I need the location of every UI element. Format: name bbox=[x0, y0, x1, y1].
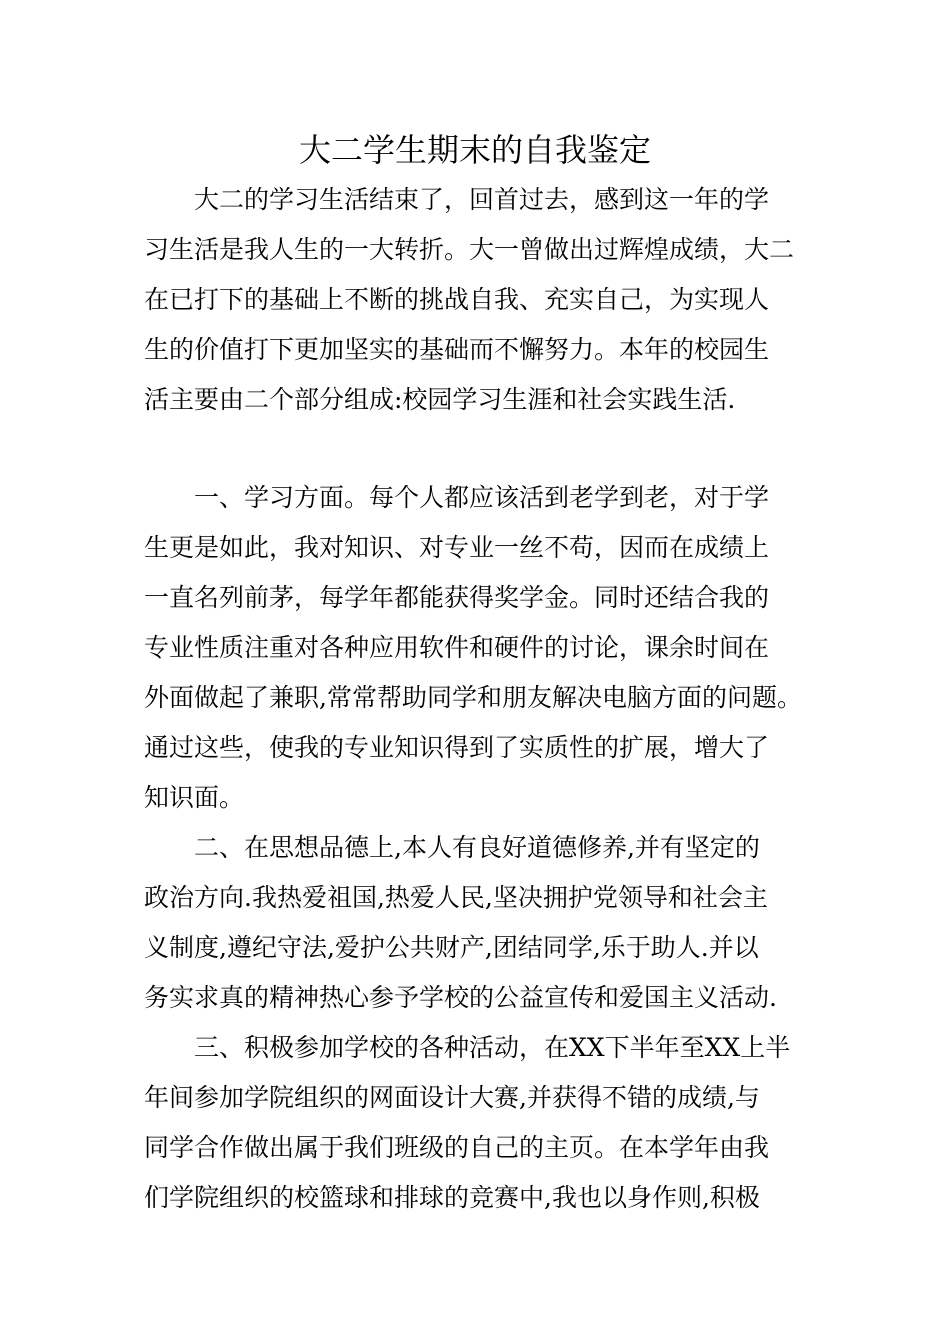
text-line: 务实求真的精神热心参予学校的公益宣传和爱国主义活动. bbox=[144, 983, 777, 1012]
text-line: 活主要由二个部分组成:校园学习生涯和社会实践生活. bbox=[144, 385, 736, 414]
text-line: 专业性质注重对各种应用软件和硬件的讨论，课余时间在 bbox=[144, 633, 770, 662]
text-line: 生更是如此，我对知识、对专业一丝不苟，因而在成绩上 bbox=[144, 533, 770, 562]
text-line: 三、积极参加学校的各种活动，在XX下半年至XX上半 bbox=[144, 1033, 791, 1062]
text-line: 们学院组织的校篮球和排球的竞赛中,我也以身作则,积极 bbox=[144, 1183, 760, 1212]
text-line: 同学合作做出属于我们班级的自己的主页。在本学年由我 bbox=[144, 1133, 770, 1162]
text-line: 通过这些，使我的专业知识得到了实质性的扩展，增大了 bbox=[144, 733, 770, 762]
text-line: 在已打下的基础上不断的挑战自我、充实自己，为实现人 bbox=[144, 285, 770, 314]
text-line: 知识面。 bbox=[144, 783, 245, 812]
text-line: 大二的学习生活结束了，回首过去，感到这一年的学 bbox=[144, 185, 770, 214]
text-line: 习生活是我人生的一大转折。大一曾做出过辉煌成绩，大二 bbox=[144, 235, 795, 264]
text-line: 外面做起了兼职,常常帮助同学和朋友解决电脑方面的问题。 bbox=[144, 683, 802, 712]
text-line: 二、在思想品德上,本人有良好道德修养,并有坚定的 bbox=[144, 833, 760, 862]
text-line: 一、学习方面。每个人都应该活到老学到老，对于学 bbox=[144, 483, 770, 512]
text-line: 生的价值打下更加坚实的基础而不懈努力。本年的校园生 bbox=[144, 335, 770, 364]
text-line: 义制度,遵纪守法,爱护公共财产,团结同学,乐于助人.并以 bbox=[144, 933, 759, 962]
text-line: 政治方向.我热爱祖国,热爱人民,坚决拥护党领导和社会主 bbox=[144, 883, 768, 912]
text-line: 一直名列前茅，每学年都能获得奖学金。同时还结合我的 bbox=[144, 583, 770, 612]
text-line: 年间参加学院组织的网面设计大赛,并获得不错的成绩,与 bbox=[144, 1083, 760, 1112]
document-title: 大二学生期末的自我鉴定 bbox=[298, 131, 651, 169]
